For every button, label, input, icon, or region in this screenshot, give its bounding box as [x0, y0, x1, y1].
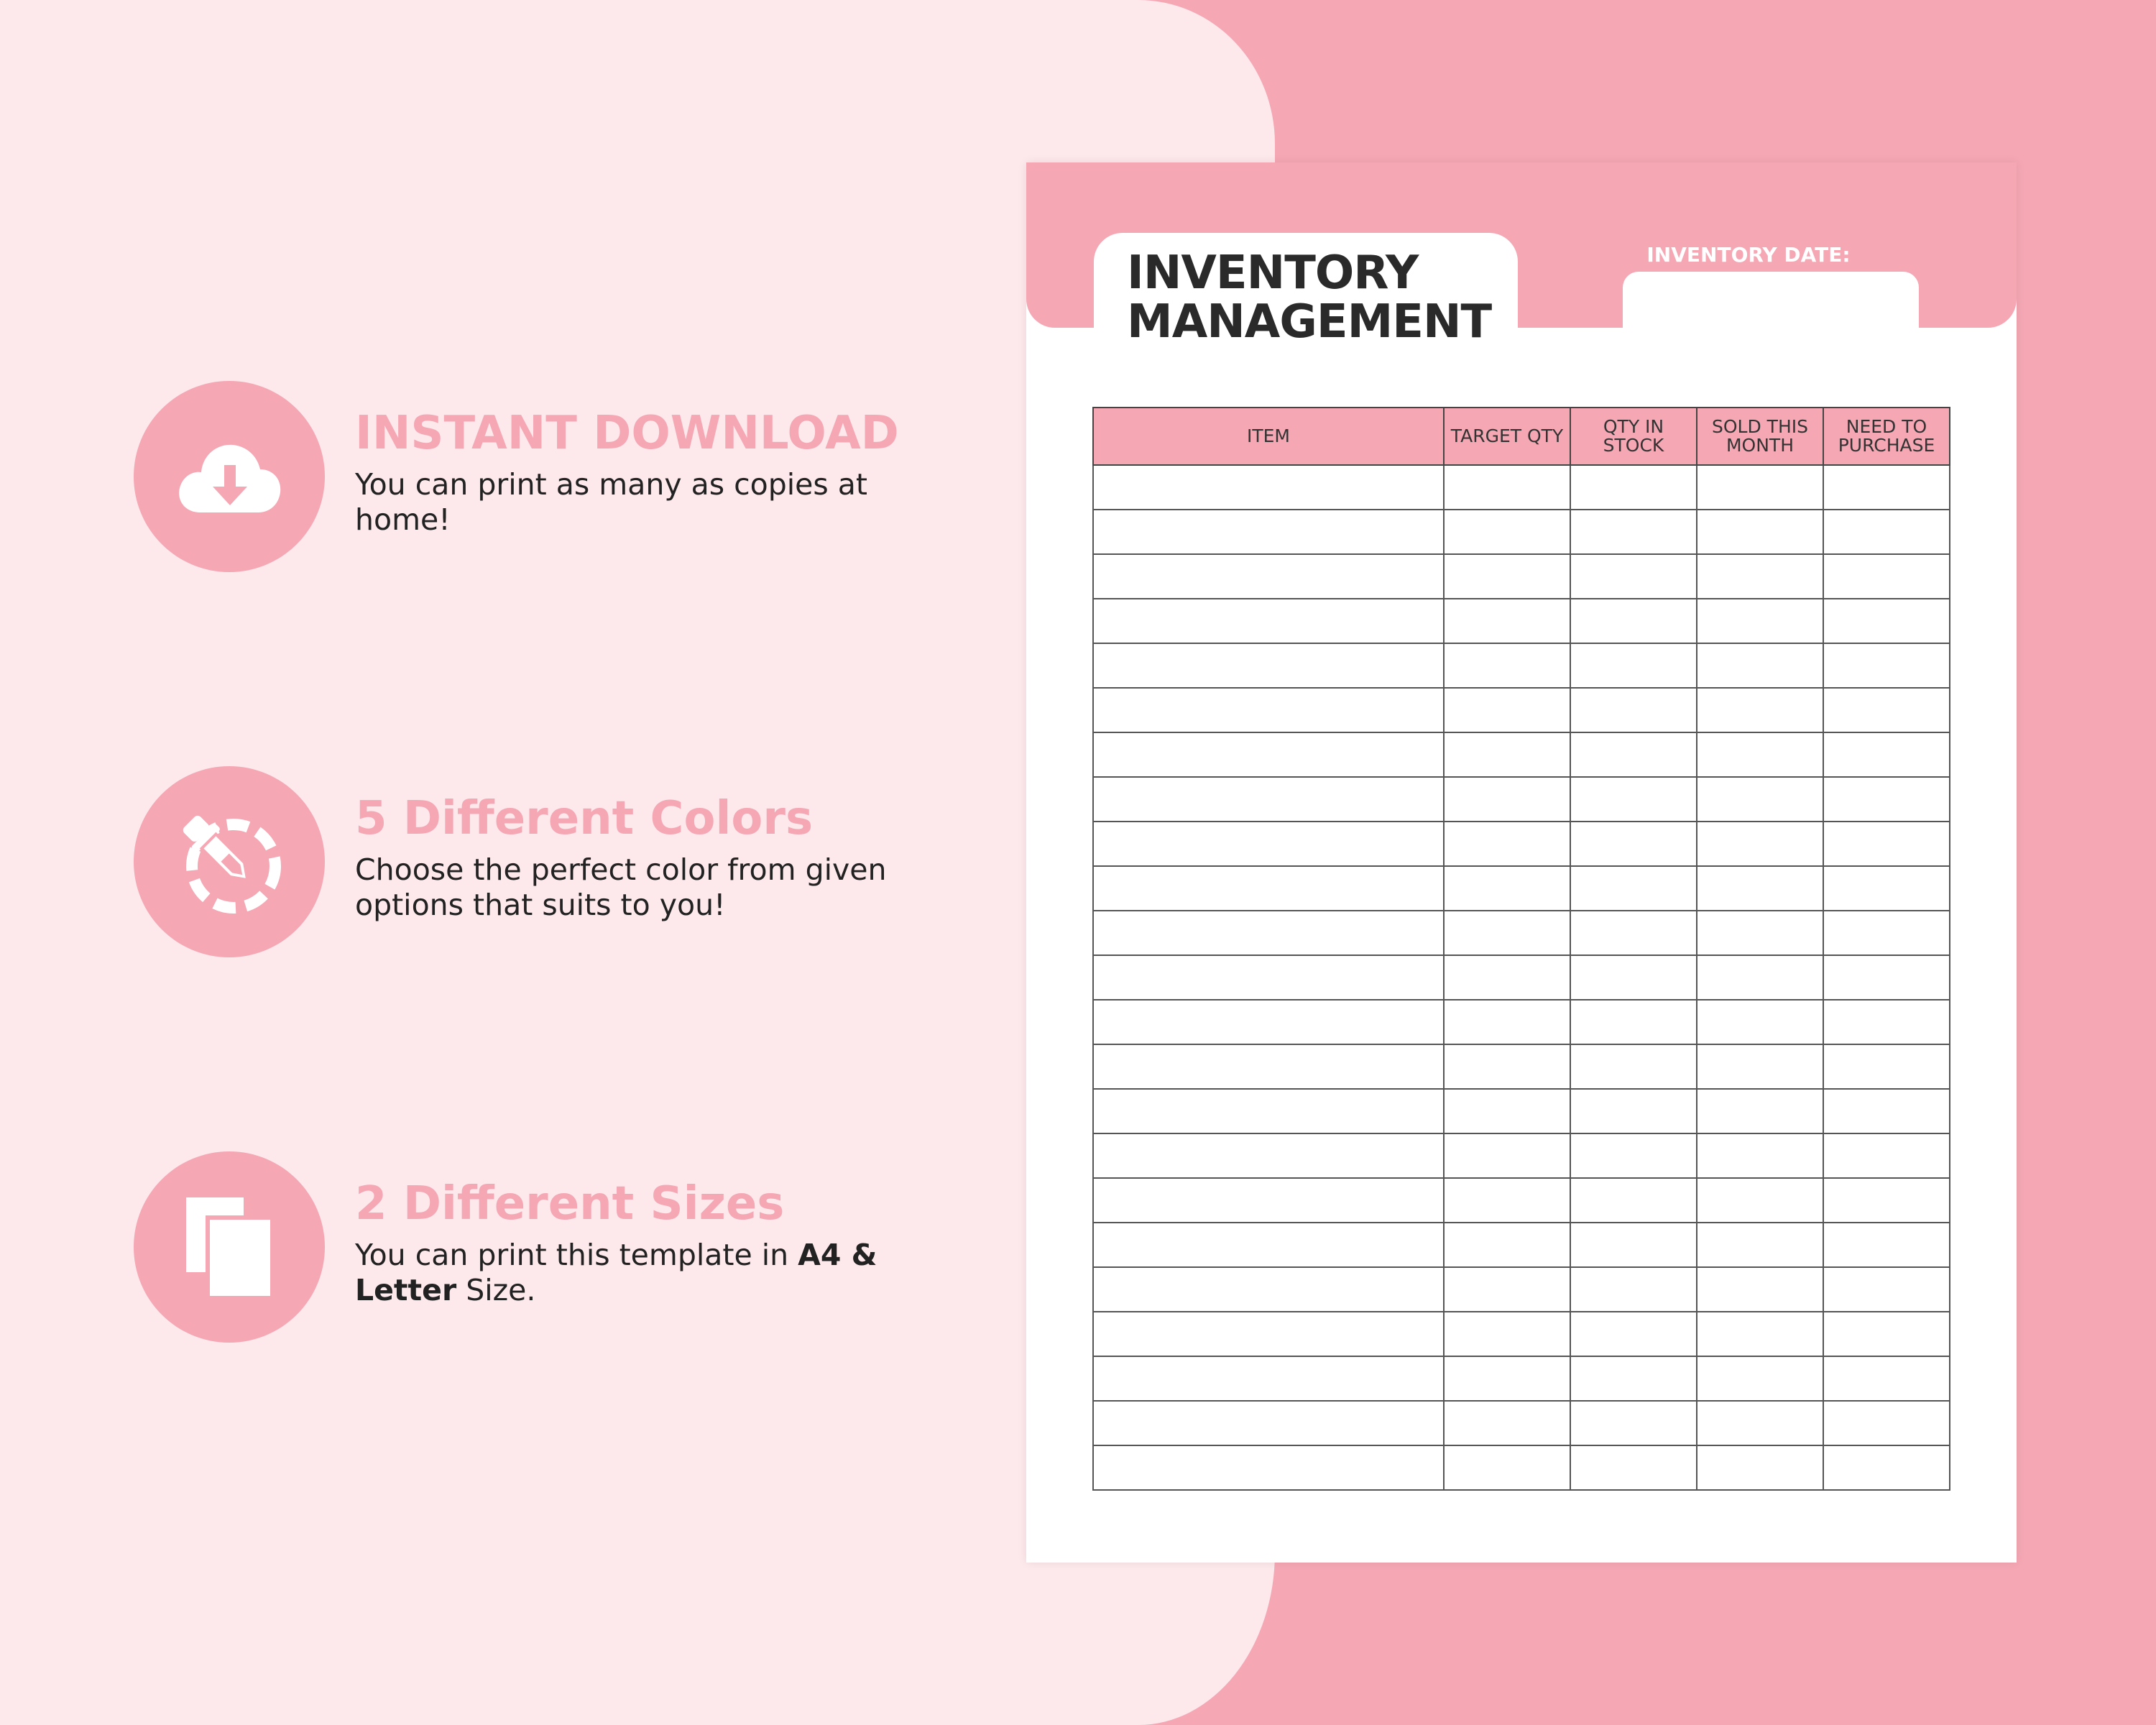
table-cell[interactable]: [1697, 911, 1823, 955]
table-cell[interactable]: [1570, 599, 1697, 643]
table-cell[interactable]: [1570, 732, 1697, 777]
table-cell[interactable]: [1823, 1178, 1950, 1223]
table-cell[interactable]: [1570, 1445, 1697, 1490]
table-cell[interactable]: [1093, 643, 1444, 688]
table-cell[interactable]: [1093, 599, 1444, 643]
feature-description: Choose the perfect color from given options that suits to you!: [355, 852, 887, 922]
table-cell[interactable]: [1823, 1133, 1950, 1178]
table-row: [1093, 1089, 1950, 1133]
table-cell[interactable]: [1444, 465, 1570, 510]
table-cell[interactable]: [1823, 1089, 1950, 1133]
table-cell[interactable]: [1093, 1178, 1444, 1223]
table-cell[interactable]: [1444, 822, 1570, 866]
table-cell[interactable]: [1570, 1000, 1697, 1044]
inventory-date-field[interactable]: [1623, 272, 1919, 358]
desc-text: Size.: [456, 1273, 536, 1307]
table-cell[interactable]: [1093, 1401, 1444, 1445]
table-cell[interactable]: [1570, 822, 1697, 866]
table-cell[interactable]: [1093, 955, 1444, 1000]
table-row: [1093, 1356, 1950, 1401]
table-cell[interactable]: [1093, 688, 1444, 732]
table-cell[interactable]: [1093, 1356, 1444, 1401]
table-cell[interactable]: [1444, 911, 1570, 955]
table-cell[interactable]: [1823, 1267, 1950, 1312]
table-cell[interactable]: [1697, 1044, 1823, 1089]
table-row: [1093, 822, 1950, 866]
table-cell[interactable]: [1823, 688, 1950, 732]
table-cell[interactable]: [1697, 1000, 1823, 1044]
inventory-table: [1092, 407, 1950, 1491]
table-cell[interactable]: [1570, 955, 1697, 1000]
column-header: QTY IN STOCK: [1570, 408, 1697, 465]
table-cell[interactable]: [1570, 1223, 1697, 1267]
table-cell[interactable]: [1570, 1044, 1697, 1089]
table-cell[interactable]: [1697, 777, 1823, 822]
table-cell[interactable]: [1823, 465, 1950, 510]
table-cell[interactable]: [1444, 643, 1570, 688]
table-cell[interactable]: [1570, 1178, 1697, 1223]
table-cell[interactable]: [1697, 1401, 1823, 1445]
table-cell[interactable]: [1570, 465, 1697, 510]
table-cell[interactable]: [1823, 1312, 1950, 1356]
table-row: [1093, 1445, 1950, 1490]
table-cell[interactable]: [1823, 510, 1950, 554]
table-cell[interactable]: [1823, 1401, 1950, 1445]
table-cell[interactable]: [1444, 554, 1570, 599]
table-cell[interactable]: [1444, 1401, 1570, 1445]
document-title: [1127, 247, 1492, 349]
table-cell[interactable]: [1444, 510, 1570, 554]
table-cell[interactable]: [1093, 1267, 1444, 1312]
table-row: [1093, 510, 1950, 554]
table-cell[interactable]: [1570, 554, 1697, 599]
table-cell[interactable]: [1823, 822, 1950, 866]
table-row: [1093, 465, 1950, 510]
table-row: [1093, 688, 1950, 732]
table-cell[interactable]: [1570, 1312, 1697, 1356]
document-title-line: INVENTORY: [1127, 247, 1419, 300]
table-cell[interactable]: [1823, 554, 1950, 599]
table-cell[interactable]: [1697, 1133, 1823, 1178]
pages-icon: [134, 1151, 325, 1343]
feature-title: INSTANT DOWNLOAD: [355, 407, 899, 460]
table-row: [1093, 1267, 1950, 1312]
table-cell[interactable]: [1697, 1445, 1823, 1490]
feature-title: 5 Different Colors: [355, 792, 814, 845]
table-cell[interactable]: [1093, 1312, 1444, 1356]
feature-description: [355, 1238, 930, 1308]
table-cell[interactable]: [1823, 866, 1950, 911]
table-cell[interactable]: [1570, 1267, 1697, 1312]
table-cell[interactable]: [1093, 1445, 1444, 1490]
table-cell[interactable]: [1444, 1223, 1570, 1267]
table-cell[interactable]: [1093, 732, 1444, 777]
table-cell[interactable]: [1823, 1223, 1950, 1267]
title-tab: [1094, 233, 1518, 362]
table-cell[interactable]: [1444, 866, 1570, 911]
table-cell[interactable]: [1823, 643, 1950, 688]
desc-text: You can print this template in: [355, 1238, 798, 1272]
table-row: [1093, 1401, 1950, 1445]
table-row: [1093, 1133, 1950, 1178]
table-cell[interactable]: [1444, 1133, 1570, 1178]
table-cell[interactable]: [1697, 1267, 1823, 1312]
table-row: [1093, 1312, 1950, 1356]
feature-different-colors: [134, 766, 939, 960]
table-cell[interactable]: [1444, 1178, 1570, 1223]
table-cell[interactable]: [1444, 1445, 1570, 1490]
table-cell[interactable]: [1570, 866, 1697, 911]
column-header: TARGET QTY: [1444, 408, 1570, 465]
inventory-sheet: [1026, 162, 2017, 1563]
column-header: SOLD THIS MONTH: [1697, 408, 1823, 465]
cloud-download-icon: [134, 381, 325, 572]
table-cell[interactable]: [1823, 911, 1950, 955]
table-cell[interactable]: [1093, 1133, 1444, 1178]
table-row: [1093, 599, 1950, 643]
table-cell[interactable]: [1570, 1089, 1697, 1133]
table-cell[interactable]: [1823, 599, 1950, 643]
table-cell[interactable]: [1697, 554, 1823, 599]
table-cell[interactable]: [1570, 643, 1697, 688]
feature-description: You can print as many as copies at home!: [355, 467, 867, 537]
table-row: [1093, 554, 1950, 599]
table-cell[interactable]: [1697, 1356, 1823, 1401]
table-cell[interactable]: [1570, 688, 1697, 732]
table-cell[interactable]: [1697, 732, 1823, 777]
feature-instant-download: [134, 381, 939, 575]
table-row: [1093, 955, 1950, 1000]
table-cell[interactable]: [1444, 955, 1570, 1000]
table-cell[interactable]: [1823, 732, 1950, 777]
column-header: NEED TO PURCHASE: [1823, 408, 1950, 465]
table-cell[interactable]: [1444, 1000, 1570, 1044]
table-cell[interactable]: [1697, 822, 1823, 866]
table-cell[interactable]: [1570, 777, 1697, 822]
table-row: [1093, 1044, 1950, 1089]
table-cell[interactable]: [1697, 510, 1823, 554]
table-cell[interactable]: [1093, 554, 1444, 599]
table-cell[interactable]: [1444, 1356, 1570, 1401]
color-picker-icon: [134, 766, 325, 957]
table-row: [1093, 777, 1950, 822]
document-title-line: MANAGEMENT: [1127, 295, 1492, 349]
table-cell[interactable]: [1093, 465, 1444, 510]
table-cell[interactable]: [1823, 1356, 1950, 1401]
table-cell[interactable]: [1823, 1445, 1950, 1490]
table-row: [1093, 732, 1950, 777]
table-cell[interactable]: [1823, 777, 1950, 822]
table-cell[interactable]: [1093, 866, 1444, 911]
table-row: [1093, 1000, 1950, 1044]
table-cell[interactable]: [1093, 1044, 1444, 1089]
desc-bold-text: A4 & Letter: [355, 1238, 877, 1307]
table-cell[interactable]: [1697, 1089, 1823, 1133]
table-cell[interactable]: [1697, 688, 1823, 732]
table-cell[interactable]: [1697, 1178, 1823, 1223]
table-row: [1093, 1223, 1950, 1267]
table-cell[interactable]: [1570, 1401, 1697, 1445]
table-row: [1093, 911, 1950, 955]
table-cell[interactable]: [1093, 1089, 1444, 1133]
table-header-row: [1093, 408, 1950, 465]
column-header: ITEM: [1093, 408, 1444, 465]
table-cell[interactable]: [1093, 1223, 1444, 1267]
table-cell[interactable]: [1570, 1356, 1697, 1401]
table-cell[interactable]: [1697, 1223, 1823, 1267]
table-cell[interactable]: [1823, 955, 1950, 1000]
table-cell[interactable]: [1093, 510, 1444, 554]
table-cell[interactable]: [1444, 688, 1570, 732]
feature-title: 2 Different Sizes: [355, 1177, 785, 1230]
table-cell[interactable]: [1697, 866, 1823, 911]
table-cell[interactable]: [1093, 822, 1444, 866]
table-cell[interactable]: [1570, 911, 1697, 955]
table-cell[interactable]: [1444, 1312, 1570, 1356]
feature-different-sizes: [134, 1151, 939, 1346]
table-cell[interactable]: [1697, 643, 1823, 688]
table-cell[interactable]: [1444, 1267, 1570, 1312]
table-cell[interactable]: [1444, 1089, 1570, 1133]
table-cell[interactable]: [1444, 732, 1570, 777]
table-body: [1093, 465, 1950, 1490]
table-cell[interactable]: [1093, 777, 1444, 822]
table-cell[interactable]: [1823, 1000, 1950, 1044]
table-row: [1093, 866, 1950, 911]
table-cell[interactable]: [1697, 599, 1823, 643]
table-cell[interactable]: [1570, 1133, 1697, 1178]
table-cell[interactable]: [1697, 1312, 1823, 1356]
table-cell[interactable]: [1444, 599, 1570, 643]
table-row: [1093, 643, 1950, 688]
table-cell[interactable]: [1444, 777, 1570, 822]
table-cell[interactable]: [1697, 465, 1823, 510]
table-cell[interactable]: [1444, 1044, 1570, 1089]
table-cell[interactable]: [1823, 1044, 1950, 1089]
table-cell[interactable]: [1570, 510, 1697, 554]
table-cell[interactable]: [1697, 955, 1823, 1000]
table-cell[interactable]: [1093, 911, 1444, 955]
table-row: [1093, 1178, 1950, 1223]
table-cell[interactable]: [1093, 1000, 1444, 1044]
inventory-date-label: INVENTORY DATE:: [1646, 243, 1851, 267]
